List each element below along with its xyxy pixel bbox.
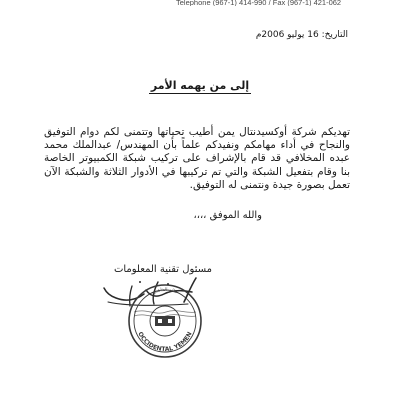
salutation-text: إلى من يهمه الأمر bbox=[150, 79, 250, 92]
signer-title: مسئول تقنية المعلومات bbox=[113, 264, 212, 275]
stamp-arabic-text: خالد الذاهبي bbox=[151, 286, 180, 296]
letter-closing: والله الموفق ،،،، bbox=[193, 210, 262, 221]
stamp-text: OCCIDENTAL YEMEN bbox=[136, 330, 194, 354]
letter-paragraph: تهديكم شركة أوكسيدنتال يمن أطيب تحياتها وتتمنى لكم دوام التوفيق والنجاح في أداء مهامكم ونفيدكم علماً بأن المهندس/ عبدالملك محمد عبده المخلافي قد قام بالإشراف على تركيب شبكة الكمبيوتر الخاصة بنا وقام بتفعيل الشبكة والتي تم تركيبها في الأدوار الثلاثة والشبكة الآن تعمل بصورة جيدة ونتمنى له التوفيق. bbox=[44, 126, 350, 191]
letterhead-contact-line: Telephone (967-1) 414-990 / Fax (967-1) 421-062 bbox=[176, 0, 342, 6]
svg-text:OCCIDENTAL YEMEN bbox=[136, 331, 193, 353]
company-stamp bbox=[126, 282, 204, 360]
letter-date: التاريخ: 16 يوليو 2006م bbox=[255, 30, 348, 40]
salutation-heading bbox=[0, 79, 400, 92]
letter-body bbox=[44, 126, 350, 192]
svg-text:خالد الذاهبي bbox=[151, 287, 179, 296]
